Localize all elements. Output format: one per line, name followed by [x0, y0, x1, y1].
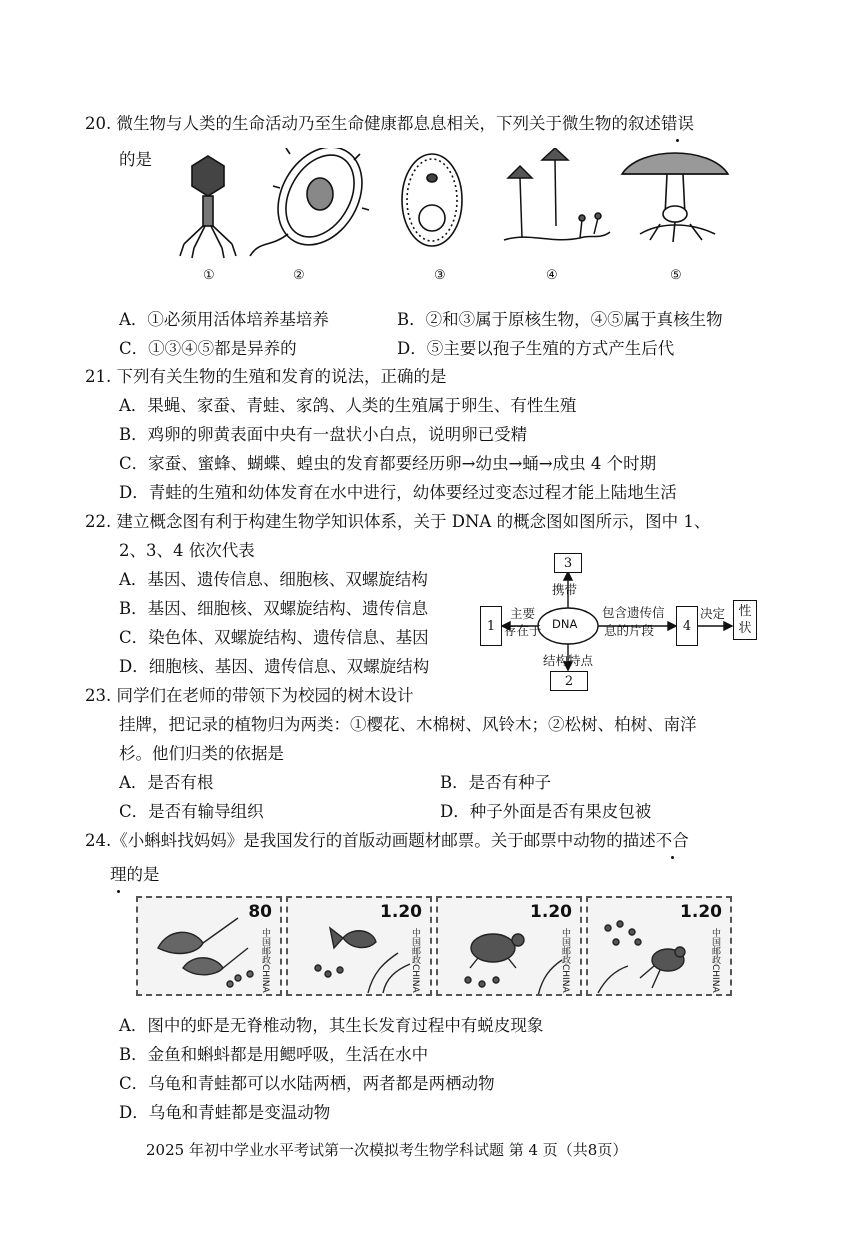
edge-label-main: 主要: [510, 606, 536, 621]
stamp-2-country: 中国邮政CHINA: [410, 928, 420, 993]
q23-option-b: B．是否有种子: [440, 773, 552, 792]
q24-option-d: D．乌龟和青蛙都是变温动物: [119, 1103, 331, 1122]
q20-emphasis: 错误: [661, 110, 694, 134]
stamp-turtle: [436, 896, 582, 996]
q20-figure-label-4: ④: [546, 268, 558, 283]
q22-stem-text: 建立概念图有利于构建生物学知识体系，关于 DNA 的概念图如图所示，图中 1、: [116, 512, 711, 531]
stamp-frog: [586, 896, 732, 996]
q23-stem-line1: [85, 682, 414, 706]
q22-option-a: A．基因、遗传信息、细胞核、双螺旋结构: [119, 570, 428, 589]
q20-option-b: B．②和③属于原核生物，④⑤属于真核生物: [397, 310, 723, 329]
q23-stem-line3: 杉。他们归类的依据是: [119, 744, 284, 763]
q20-option-c: C．①③④⑤都是异养的: [119, 339, 297, 358]
edge-label-contain-2: 息的片段: [604, 623, 655, 638]
q20-option-d: D．⑤主要以孢子生殖的方式产生后代: [397, 339, 675, 358]
q22-stem-line2: 2、3、4 依次代表: [119, 541, 255, 560]
q22-number: 22.: [85, 512, 112, 531]
q21-stem: [85, 363, 447, 387]
edge-label-decide: 决定: [700, 606, 726, 621]
edge-label-located: 存在于: [504, 623, 542, 638]
page-footer: 2025 年初中学业水平考试第一次模拟考生物学科试题 第 4 页（共8页）: [146, 1141, 628, 1159]
q24-option-a: A．图中的虾是无脊椎动物，其生长发育过程中有蜕皮现象: [119, 1016, 544, 1035]
q24-stem-line2: [110, 861, 160, 885]
q20-number: 20.: [85, 114, 112, 133]
yeast-cell-icon: [402, 154, 462, 246]
q20-stem-line2: 的是: [119, 150, 152, 169]
q20-figure-label-1: ①: [203, 268, 215, 283]
q22-option-b: B．基因、细胞核、双螺旋结构、遗传信息: [119, 599, 429, 618]
stamp-4-price: 1.20: [680, 902, 722, 922]
stamp-goldfish: [286, 896, 432, 996]
q23-option-c: C．是否有输导组织: [119, 802, 264, 821]
q23-option-d: D．种子外面是否有果皮包被: [440, 802, 652, 821]
concept-box-2: 2: [550, 671, 588, 691]
q24-number: 24.: [85, 831, 112, 850]
q22-stem-line1: [85, 508, 710, 532]
stamp-3-price: 1.20: [530, 902, 572, 922]
q23-number: 23.: [85, 686, 112, 705]
q20-figure-label-2: ②: [293, 268, 305, 283]
concept-box-3: 3: [554, 553, 582, 573]
q22-option-d: D．细胞核、基因、遗传信息、双螺旋结构: [119, 657, 430, 676]
q24-stem-end: 的是: [126, 865, 160, 884]
q23-stem-line2: 挂牌，把记录的植物归为两类：①樱花、木棉树、风铃木；②松树、柏树、南洋: [119, 715, 697, 734]
edge-label-structure: 结构特点: [543, 653, 594, 668]
q24-emphasis-2: 理: [110, 861, 127, 885]
q20-stem-line1: [85, 110, 694, 134]
bacteriophage-icon: [180, 156, 236, 258]
edge-label-contain-1: 包含遗传信: [602, 605, 665, 620]
q24-emphasis-1: 不合: [656, 827, 689, 851]
mold-icon: [504, 148, 610, 240]
q20-stem-text: 微生物与人类的生命活动乃至生命健康都息息相关，下列关于微生物的叙述: [116, 114, 661, 133]
q22-option-c: C．染色体、双螺旋结构、遗传信息、基因: [119, 628, 429, 647]
stamp-shrimp: [136, 896, 282, 996]
stamp-4-country: 中国邮政CHINA: [710, 928, 720, 993]
stamp-3-country: 中国邮政CHINA: [560, 928, 570, 993]
stamp-2-price: 1.20: [380, 902, 422, 922]
mushroom-icon: [622, 153, 728, 242]
q20-figure-label-3: ③: [434, 268, 446, 283]
q24-option-b: B．金鱼和蝌蚪都是用鳃呼吸，生活在水中: [119, 1045, 429, 1064]
q24-stem-text: 《小蝌蚪找妈妈》是我国发行的首版动画题材邮票。关于邮票中动物的描述: [111, 831, 656, 850]
q23-option-a: A．是否有根: [119, 773, 214, 792]
concept-box-trait: 性状: [733, 600, 757, 640]
stamp-1-price: 80: [248, 902, 272, 922]
bacterium-icon: [250, 148, 379, 260]
q20-option-a: A．①必须用活体培养基培养: [119, 310, 329, 329]
concept-box-4: 4: [676, 606, 698, 646]
q21-number: 21.: [85, 367, 112, 386]
q21-option-c: C．家蚕、蜜蜂、蝴蝶、蝗虫的发育都要经历卵→幼虫→蛹→成虫 4 个时期: [119, 454, 657, 473]
q21-option-a: A．果蝇、家蚕、青蛙、家鸽、人类的生殖属于卵生、有性生殖: [119, 396, 577, 415]
stamp-1-country: 中国邮政CHINA: [260, 928, 270, 993]
q24-option-c: C．乌龟和青蛙都可以水陆两栖，两者都是两栖动物: [119, 1074, 495, 1093]
q21-option-b: B．鸡卵的卵黄表面中央有一盘状小白点，说明卵已受精: [119, 425, 528, 444]
q21-stem-text: 下列有关生物的生殖和发育的说法，正确的是: [116, 367, 447, 386]
q24-stem-line1: [85, 827, 689, 851]
edge-label-carry: 携带: [552, 582, 578, 597]
concept-box-1: 1: [480, 606, 502, 646]
q23-stem-text: 同学们在老师的带领下为校园的树木设计: [116, 686, 414, 705]
dna-node-label: DNA: [552, 617, 578, 631]
q20-microbe-figure: [170, 148, 740, 288]
q21-option-d: D．青蛙的生殖和幼体发育在水中进行，幼体要经过变态过程才能上陆地生活: [119, 483, 677, 502]
q20-figure-label-5: ⑤: [670, 268, 682, 283]
